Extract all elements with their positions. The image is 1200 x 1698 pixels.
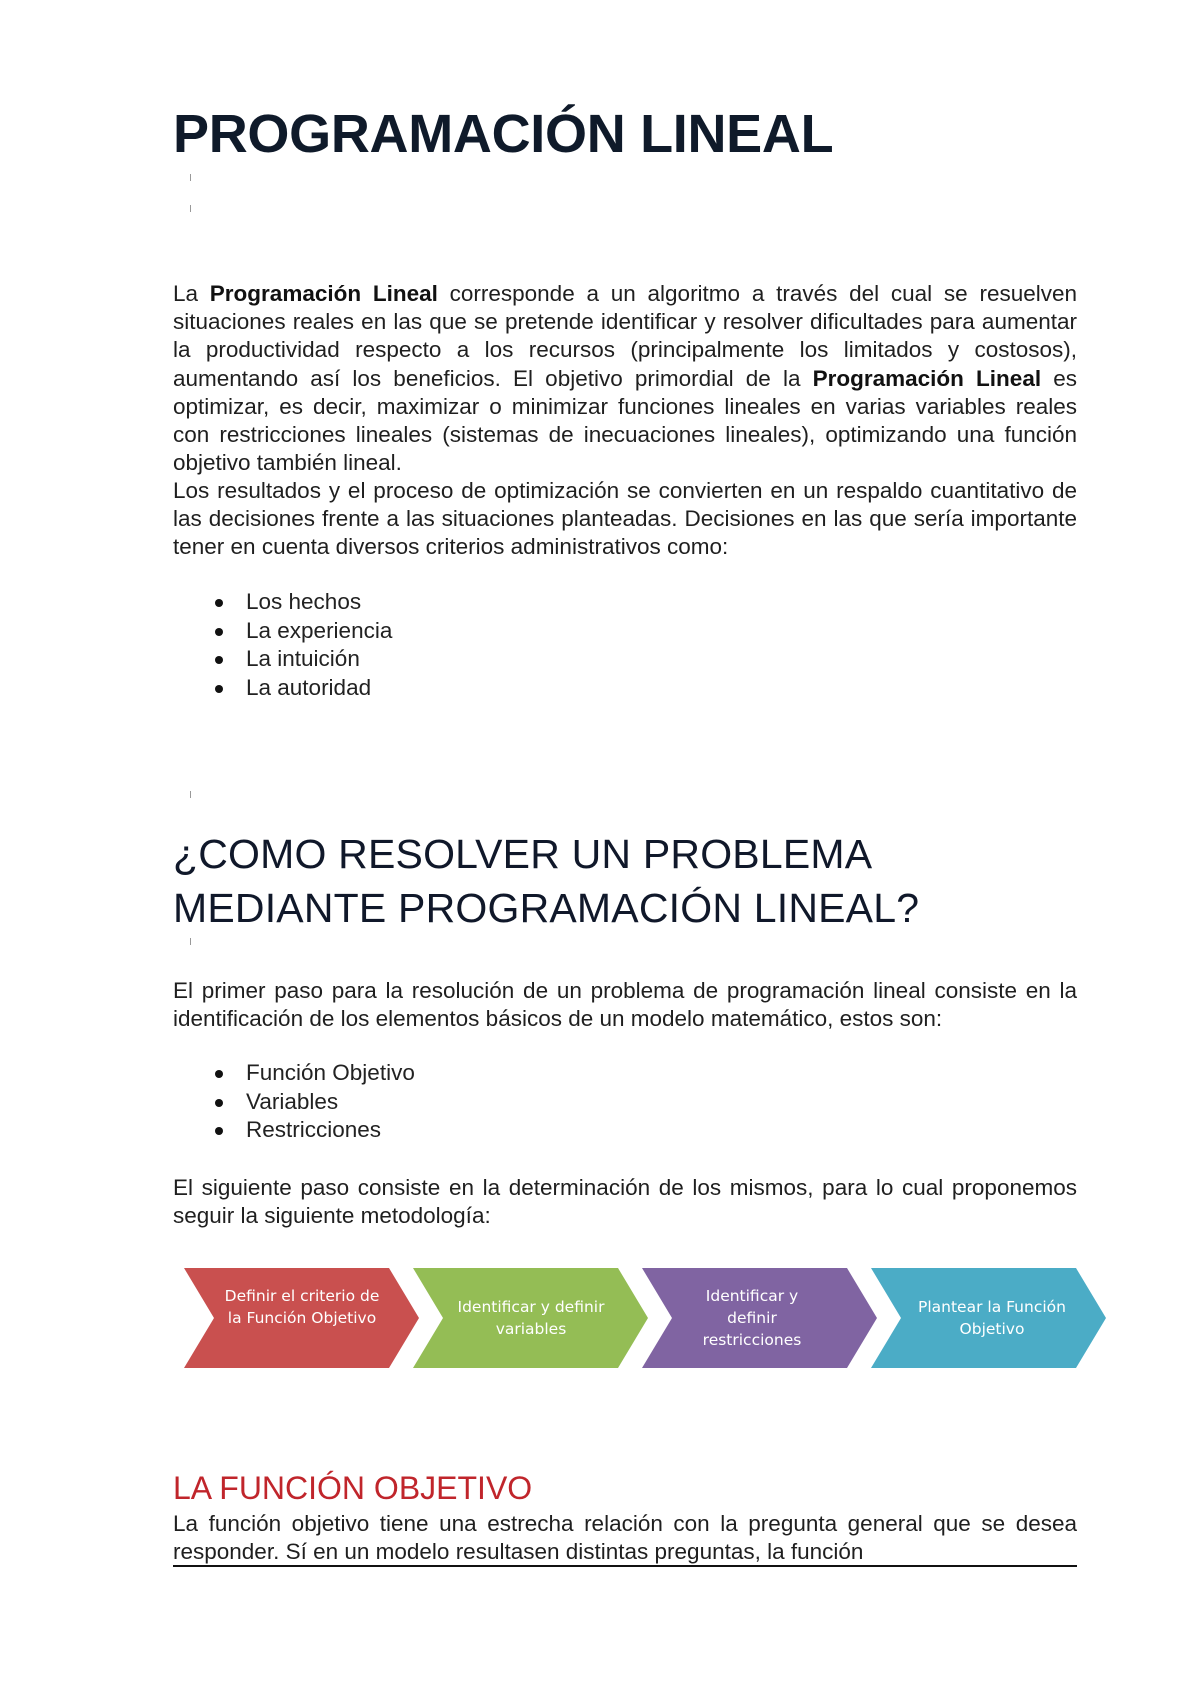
document-title: PROGRAMACIÓN LINEAL	[173, 104, 834, 164]
section-heading: ¿COMO RESOLVER UN PROBLEMA MEDIANTE PROGRAMACIÓN LINEAL?	[173, 831, 920, 931]
list-item-label: Los hechos	[246, 589, 362, 614]
process-step-1-label: Definir el criterio de la Función Objetivo	[224, 1287, 380, 1327]
list-item	[173, 645, 392, 674]
paragraph-mark	[190, 174, 191, 181]
list-item	[173, 617, 392, 646]
process-step-4-label: Plantear la Función Objetivo	[918, 1298, 1066, 1338]
list-item-label: Variables	[246, 1088, 339, 1114]
list-item	[173, 588, 392, 617]
intro-bold-term: Programación Lineal	[209, 281, 438, 306]
paragraph-mark	[190, 205, 191, 212]
list-item-label: Función Objetivo	[246, 1060, 415, 1085]
text-underline	[173, 1565, 1077, 1567]
step2-paragraph: El siguiente paso consiste en la determinación de los mismos, para lo cual proponemos seguir la siguiente metodología:	[173, 1175, 1077, 1229]
subsection-heading: LA FUNCIÓN OBJETIVO	[173, 1470, 533, 1506]
paragraph-mark	[190, 938, 191, 945]
bullet-icon	[215, 628, 223, 636]
list-item-label: La experiencia	[246, 617, 393, 643]
intro-text: corresponde a un algoritmo a través del cual se resuelven situaciones reales en las que se pretende identificar y resolver dificultades para aumentar la productividad respecto a los recursos (principalmente los limitados y costosos), aumentando así los beneficios. El objetivo primordial de la	[173, 281, 1078, 391]
list-item-label: La autoridad	[246, 674, 372, 700]
elements-list	[173, 1059, 415, 1145]
list-item	[173, 1059, 415, 1088]
intro-paragraph	[173, 280, 1077, 477]
list-item	[173, 674, 392, 703]
objective-function-paragraph: La función objetivo tiene una estrecha relación con la pregunta general que se desea responder. Sí en un modelo resultasen distintas preguntas, la función	[173, 1511, 1077, 1565]
list-item-label: Restricciones	[246, 1117, 382, 1142]
bullet-icon	[215, 685, 223, 693]
list-item	[173, 1088, 415, 1117]
bullet-icon	[215, 1099, 223, 1107]
process-step-3-label: Identificar y definir restricciones	[702, 1287, 802, 1349]
paragraph-mark	[190, 791, 191, 798]
intro-bold-term: Programación Lineal	[812, 365, 1042, 391]
list-item	[173, 1116, 415, 1145]
bullet-icon	[215, 599, 223, 607]
step1-paragraph: El primer paso para la resolución de un problema de programación lineal consiste en la identificación de los elementos básicos de un modelo matemático, estos son:	[173, 978, 1077, 1032]
intro-text: es optimizar, es decir, maximizar o minimizar funciones lineales en varias variables reales con restricciones lineales (sistemas de inecuaciones lineales), optimizando una función objetivo también lineal.	[173, 365, 1078, 476]
process-step-2-label: Identificar y definir variables	[457, 1298, 605, 1338]
bullet-icon	[215, 1127, 223, 1135]
criteria-list	[173, 588, 392, 702]
list-item-label: La intuición	[246, 646, 360, 671]
bullet-icon	[215, 1070, 223, 1078]
process-diagram	[184, 1268, 1124, 1368]
results-paragraph: Los resultados y el proceso de optimización se convierten en un respaldo cuantitativo de las decisiones frente a las situaciones planteadas. Decisiones en las que sería importante tener en cuenta diversos criterios administrativos como:	[173, 478, 1077, 560]
intro-text: La	[173, 281, 210, 306]
bullet-icon	[215, 656, 223, 664]
